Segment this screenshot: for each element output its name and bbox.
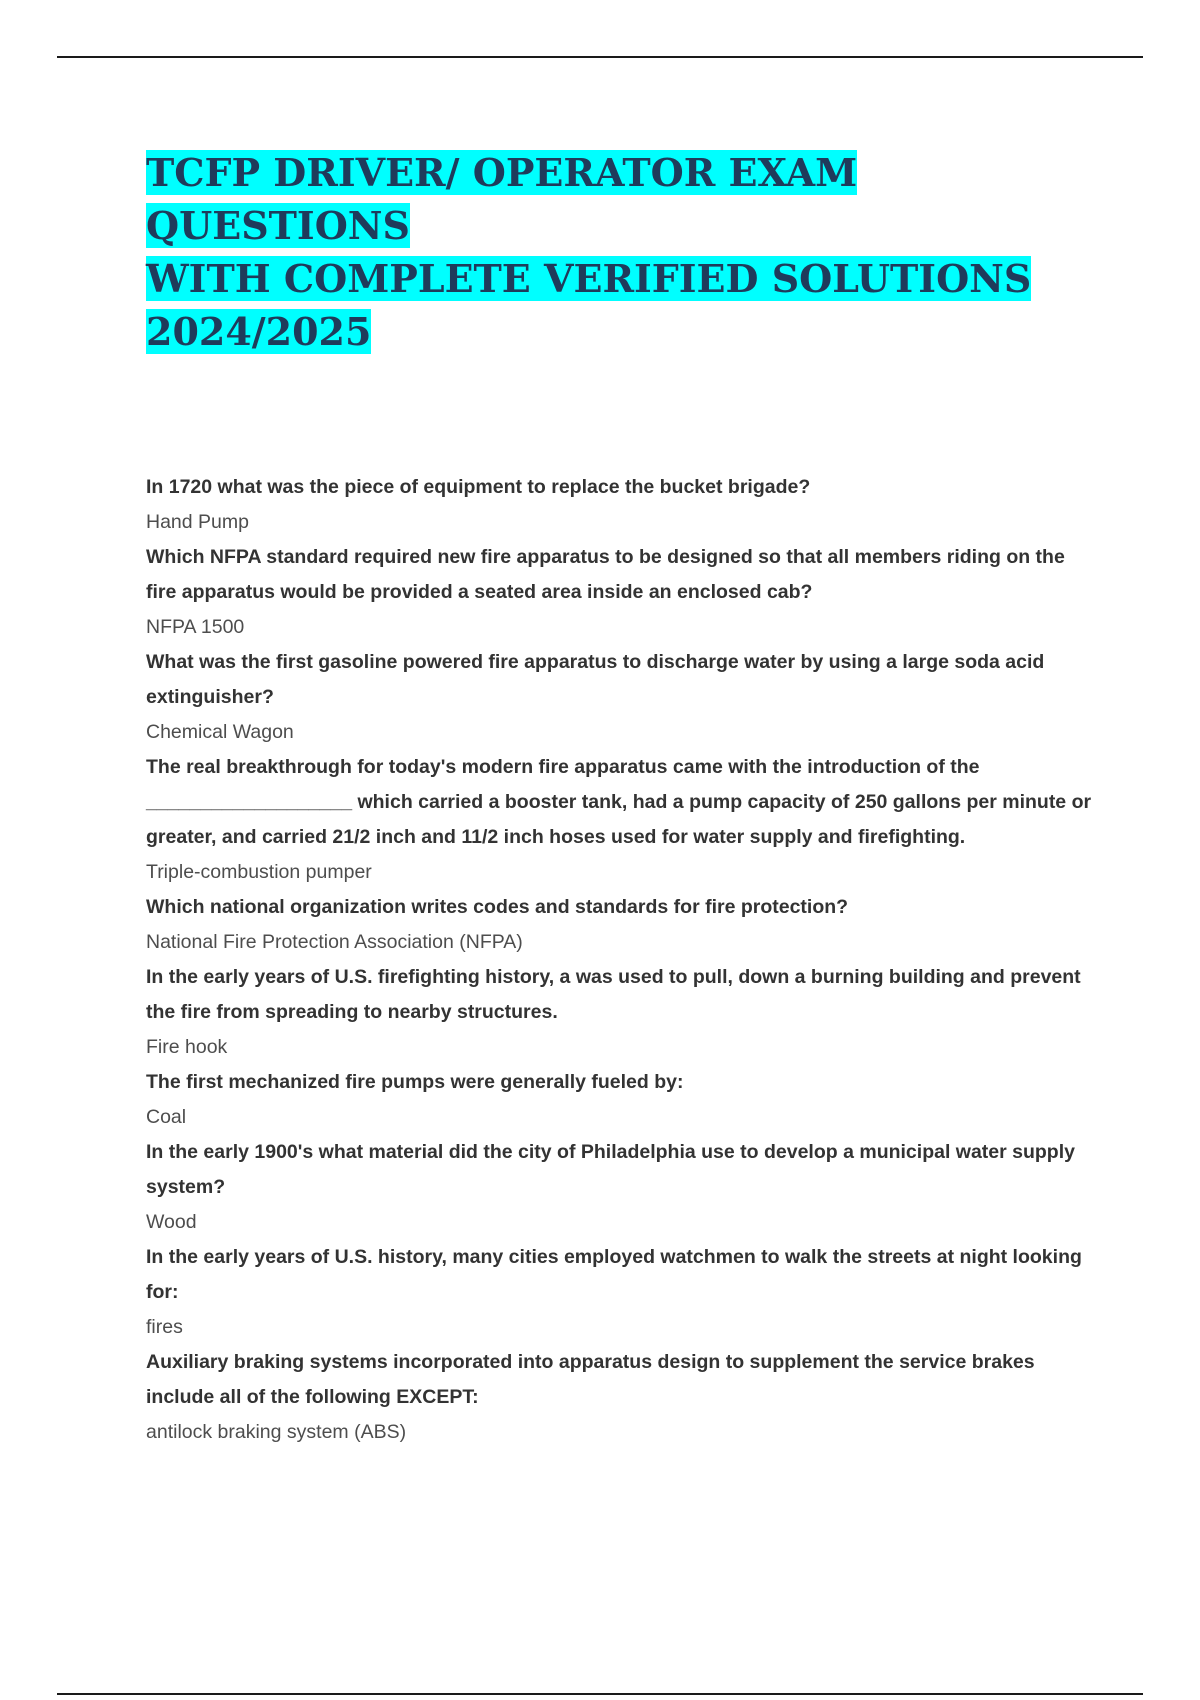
- question: In the early 1900's what material did the city of Philadelphia use to develop a municipal water supply system?: [146, 1141, 1075, 1198]
- answer: Wood: [146, 1211, 197, 1233]
- bottom-rule: [57, 1693, 1143, 1695]
- question: In 1720 what was the piece of equipment to replace the bucket brigade?: [146, 476, 811, 498]
- question: Which NFPA standard required new fire apparatus to be designed so that all members riding on the fire apparatus would be provided a seated area inside an enclosed cab?: [146, 546, 1065, 603]
- answer: Hand Pump: [146, 511, 249, 533]
- title-line: 2024/2025: [146, 309, 372, 354]
- answer: Chemical Wagon: [146, 721, 294, 743]
- top-rule: [57, 56, 1143, 58]
- question: The first mechanized fire pumps were generally fueled by:: [146, 1071, 684, 1093]
- answer: National Fire Protection Association (NFPA): [146, 931, 523, 953]
- answer: antilock braking system (ABS): [146, 1421, 407, 1443]
- answer: Coal: [146, 1106, 187, 1128]
- question: Auxiliary braking systems incorporated into apparatus design to supplement the service brakes include all of the following EXCEPT:: [146, 1351, 1035, 1408]
- title-line: WITH COMPLETE VERIFIED SOLUTIONS: [146, 256, 1032, 301]
- document-title: [146, 146, 1086, 358]
- answer: Fire hook: [146, 1036, 228, 1058]
- title-line: TCFP DRIVER/ OPERATOR EXAM QUESTIONS: [146, 150, 858, 248]
- answer: NFPA 1500: [146, 616, 245, 638]
- question: Which national organization writes codes and standards for fire protection?: [146, 896, 849, 918]
- answer: fires: [146, 1316, 183, 1338]
- question: The real breakthrough for today's modern fire apparatus came with the introduction of the ___________________ which carried a booster tank, had a pump capacity of 250 gallons per minute or greater, and carried 21/2 inch and 11/2 inch hoses used for water supply and firefighting.: [146, 756, 1092, 848]
- answer: Triple-combustion pumper: [146, 861, 372, 883]
- question: In the early years of U.S. firefighting history, a was used to pull, down a burning building and prevent the fire from spreading to nearby structures.: [146, 966, 1081, 1023]
- question: What was the first gasoline powered fire apparatus to discharge water by using a large soda acid extinguisher?: [146, 651, 1045, 708]
- question: In the early years of U.S. history, many cities employed watchmen to walk the streets at night looking for:: [146, 1246, 1082, 1303]
- qa-list: [146, 470, 1096, 1450]
